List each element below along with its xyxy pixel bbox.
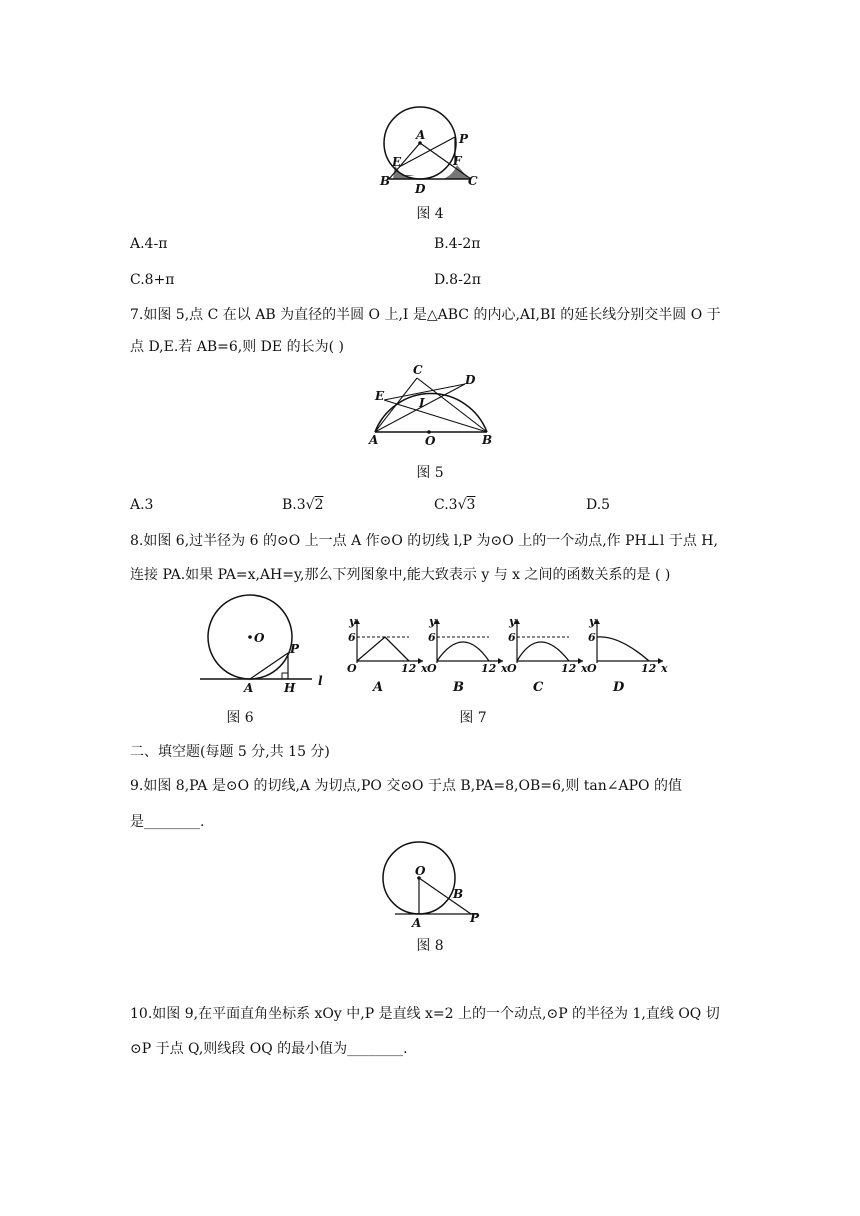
fig8-caption: 图 8 <box>416 938 444 954</box>
graph-origin-label: O <box>347 662 357 675</box>
fig5-label-b: B <box>482 433 493 447</box>
figure-6 <box>200 595 340 695</box>
graph-x-label: x <box>421 662 428 675</box>
fig6-label-a: A <box>244 681 254 695</box>
fig4-label-f: F <box>453 154 462 168</box>
fig4-label-b: B <box>380 174 391 188</box>
fig6-label-h: H <box>284 681 296 695</box>
fig5-label-d: D <box>465 373 476 387</box>
fig4-label-c: C <box>468 174 478 188</box>
fig8-label-p: P <box>470 911 480 925</box>
fig6-label-p: P <box>290 642 300 656</box>
q7-option-c-radicand: 3 <box>466 497 476 513</box>
fig4-option-c: C.8+π <box>130 272 175 288</box>
graph-origin-label: O <box>427 662 437 675</box>
fig8-label-o: O <box>415 864 426 878</box>
graph-y-tick: 6 <box>588 631 596 644</box>
graph-x-label: x <box>581 662 588 675</box>
graph-option-d <box>587 615 668 695</box>
graph-option-a <box>347 615 428 695</box>
graph-curve <box>437 642 489 661</box>
graph-option-label: A <box>373 680 384 695</box>
graph-option-b <box>427 615 508 695</box>
q7-option-b-text: B.3 <box>282 497 306 513</box>
q9-text-line1: 9.如图 8,PA 是⊙O 的切线,A 为切点,PO 交⊙O 于点 B,PA=8,OB=6,则 tan∠APO 的值 <box>130 778 682 794</box>
graph-y-label: y <box>509 615 516 628</box>
fig8-label-a: A <box>412 916 422 930</box>
fig4-caption: 图 4 <box>416 206 444 222</box>
graph-x-tick: 12 <box>481 662 497 675</box>
q7-text-line2: 点 D,E.若 AB=6,则 DE 的长为( ) <box>130 339 344 355</box>
graph-y-tick: 6 <box>508 631 516 644</box>
q9-text-line2: 是________. <box>130 814 205 830</box>
graph-x-label: x <box>661 662 668 675</box>
fig4-label-p: P <box>459 132 469 146</box>
fig5-label-a: A <box>369 433 379 447</box>
graph-origin-label: O <box>587 662 597 675</box>
graph-option-label: B <box>453 680 464 695</box>
graph-option-label: D <box>613 680 625 695</box>
fig5-caption: 图 5 <box>416 465 444 481</box>
graph-curve <box>517 642 569 661</box>
fig4-label-d: D <box>415 182 426 196</box>
graph-y-label: y <box>429 615 436 628</box>
fig4-option-a: A.4-π <box>130 236 168 252</box>
figure-5 <box>365 362 505 447</box>
sqrt-sign-icon: √ <box>457 497 467 513</box>
sqrt-sign-icon: √ <box>305 497 315 513</box>
graph-y-label: y <box>589 615 596 628</box>
graph-option-c <box>507 615 588 695</box>
q10-text-line1: 10.如图 9,在平面直角坐标系 xOy 中,P 是直线 x=2 上的一个动点,⊙P 的半径为 1,直线 OQ 切 <box>130 1006 720 1022</box>
fig8-label-b: B <box>453 887 464 901</box>
q7-option-b-radicand: 2 <box>314 497 324 513</box>
fig5-label-c: C <box>413 363 423 377</box>
graph-y-label: y <box>349 615 356 628</box>
fig4-option-d: D.8-2π <box>434 272 481 288</box>
fig4-label-e: E <box>392 155 402 169</box>
q7-option-c-text: C.3 <box>434 497 458 513</box>
figure-7 <box>345 615 668 695</box>
q7-option-b <box>282 495 324 515</box>
fig5-label-o: O <box>425 434 436 448</box>
section-heading: 二、填空题(每题 5 分,共 15 分) <box>130 744 330 760</box>
fig4-option-b: B.4-2π <box>434 236 481 252</box>
graph-x-tick: 12 <box>641 662 657 675</box>
q7-option-c <box>434 495 475 515</box>
fig5-label-i: I <box>419 396 425 410</box>
q7-option-a: A.3 <box>130 497 154 513</box>
fig6-label-l: l <box>318 674 323 688</box>
fig5-label-e: E <box>375 389 385 403</box>
q8-text-line1: 8.如图 6,过半径为 6 的⊙O 上一点 A 作⊙O 的切线 l,P 为⊙O 上的一个动点,作 PH⊥l 于点 H, <box>130 533 718 549</box>
graph-curve <box>357 637 409 661</box>
graph-option-label: C <box>533 680 544 695</box>
q7-option-d: D.5 <box>586 497 611 513</box>
graph-y-tick: 6 <box>348 631 356 644</box>
graph-origin-label: O <box>507 662 517 675</box>
figure-4 <box>375 105 495 195</box>
q8-text-line2: 连接 PA.如果 PA=x,AH=y,那么下列图象中,能大致表示 y 与 x 之间的函数关系的是 ( ) <box>130 567 671 583</box>
graph-y-tick: 6 <box>428 631 436 644</box>
graph-x-label: x <box>501 662 508 675</box>
fig6-caption: 图 6 <box>226 710 254 726</box>
graph-curve <box>597 637 649 661</box>
q10-text-line2: ⊙P 于点 Q,则线段 OQ 的最小值为________. <box>130 1041 408 1057</box>
fig4-label-a: A <box>416 128 426 142</box>
fig6-label-o: O <box>254 631 265 645</box>
graph-x-tick: 12 <box>401 662 417 675</box>
q7-text-line1: 7.如图 5,点 C 在以 AB 为直径的半圆 O 上,I 是△ABC 的内心,AI,BI 的延长线分别交半圆 O 于 <box>130 307 721 323</box>
figure-8 <box>375 845 485 930</box>
fig7-caption: 图 7 <box>459 710 487 726</box>
graph-x-tick: 12 <box>561 662 577 675</box>
